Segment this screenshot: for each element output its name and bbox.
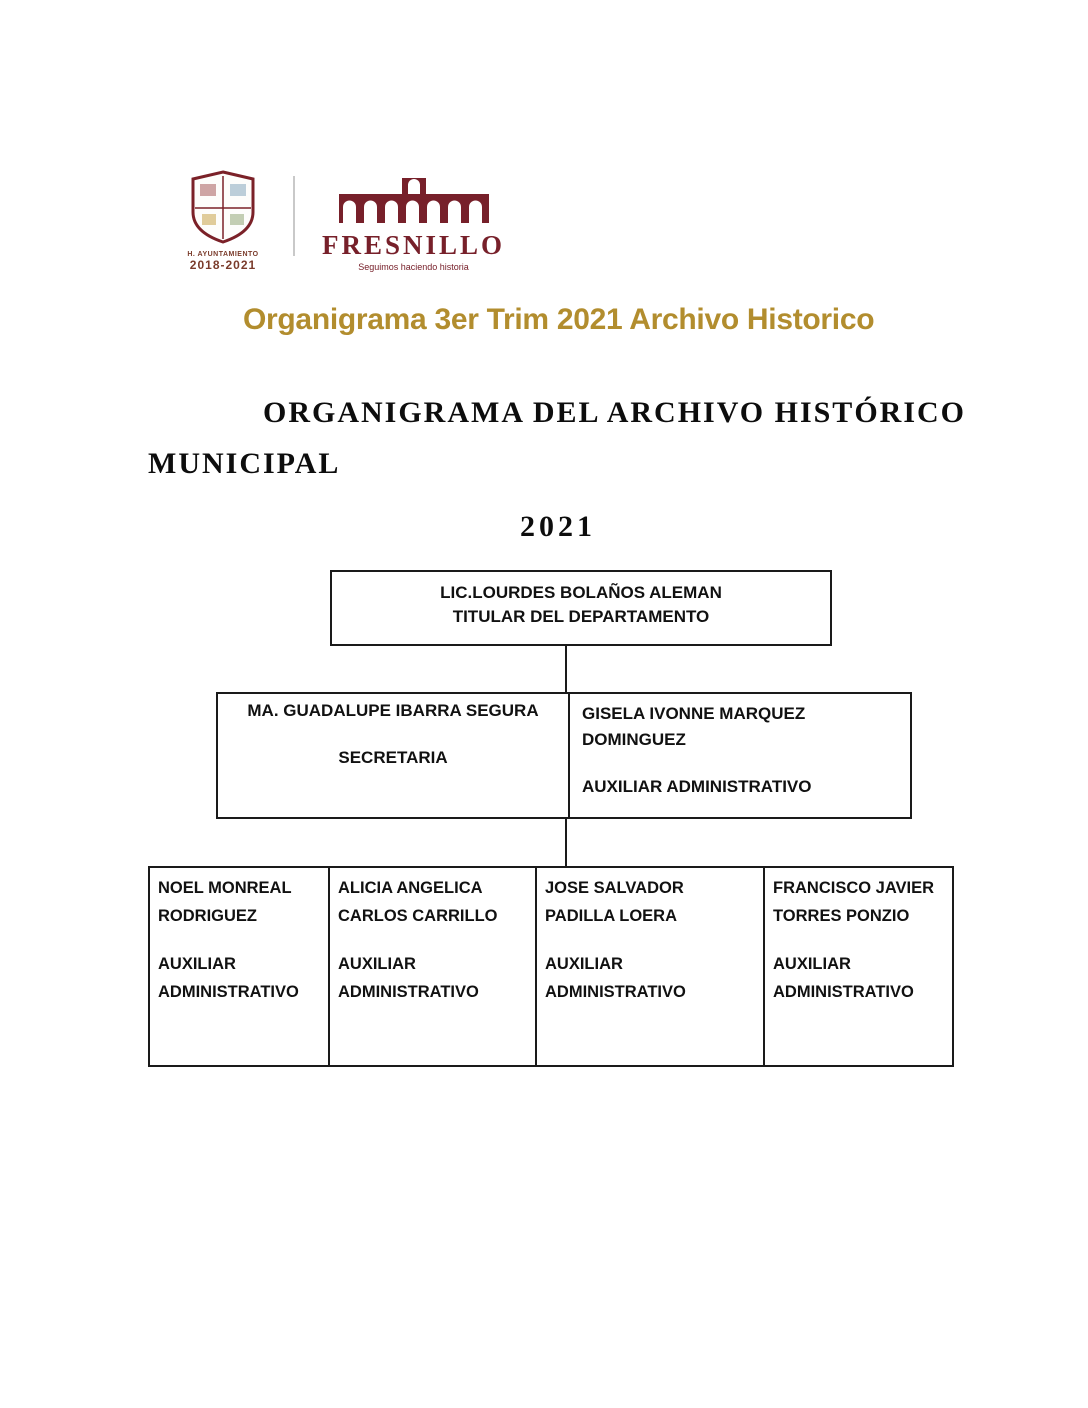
aux-role-line2: ADMINISTRATIVO (338, 983, 479, 1001)
orgchart-cell-aux-admin-4 (765, 868, 952, 1065)
orgchart-cell-secretaria (218, 694, 570, 817)
secretaria-name: MA. GUADALUPE IBARRA SEGURA (247, 701, 539, 720)
aux-name-line1: ALICIA ANGELICA (338, 879, 483, 897)
connector-line-top (565, 646, 567, 692)
heading-line2: MUNICIPAL (148, 447, 341, 480)
spacer (158, 930, 320, 950)
orgchart-box-middle (216, 692, 912, 819)
aux-role-line1: AUXILIAR (338, 955, 416, 973)
orgchart-cell-aux-admin-2 (330, 868, 537, 1065)
titular-name: LIC.LOURDES BOLAÑOS ALEMAN (440, 583, 722, 602)
aux-role-line2: ADMINISTRATIVO (773, 983, 914, 1001)
orgchart-box-titular (330, 570, 832, 646)
secretaria-role: SECRETARIA (338, 748, 448, 767)
ayuntamiento-logo (173, 170, 273, 272)
aux-name-line1: GISELA IVONNE MARQUEZ (582, 704, 806, 723)
orgchart-cell-aux-admin-0 (570, 694, 910, 817)
aux-name-line1: NOEL MONREAL (158, 879, 292, 897)
aux-role: AUXILIAR ADMINISTRATIVO (582, 777, 812, 796)
aux-role-line1: AUXILIAR (545, 955, 623, 973)
logo-divider (293, 176, 295, 256)
aux-name-line2: CARLOS CARRILLO (338, 907, 498, 925)
aux-name-line2: PADILLA LOERA (545, 907, 677, 925)
aux-role-line1: AUXILIAR (773, 955, 851, 973)
fresnillo-logo (316, 176, 511, 272)
orgchart-bottom-row (148, 866, 954, 1067)
spacer (338, 930, 527, 950)
heading-line1: ORGANIGRAMA DEL ARCHIVO HISTÓRICO (263, 396, 966, 429)
ayuntamiento-years: 2018-2021 (189, 258, 257, 272)
aux-role-line2: ADMINISTRATIVO (158, 983, 299, 1001)
aux-role-line2: ADMINISTRATIVO (545, 983, 686, 1001)
aux-name-line2: DOMINGUEZ (582, 730, 686, 749)
orgchart-cell-aux-admin-3 (537, 868, 765, 1065)
aqueduct-icon (338, 211, 490, 228)
orgchart-cell-aux-admin-1 (150, 868, 330, 1065)
page-title: Organigrama 3er Trim 2021 Archivo Historico (243, 303, 875, 336)
heading-year: 2021 (520, 510, 596, 543)
fresnillo-wordmark: FRESNILLO (321, 230, 506, 260)
spacer (545, 930, 755, 950)
aux-role-line1: AUXILIAR (158, 955, 236, 973)
fresnillo-tagline: Seguimos haciendo historia (358, 262, 469, 272)
aux-name-line1: FRANCISCO JAVIER (773, 879, 935, 897)
aux-name-line2: TORRES PONZIO (773, 907, 910, 925)
aux-name-line1: JOSE SALVADOR (545, 879, 684, 897)
connector-line-middle (565, 819, 567, 866)
ayuntamiento-crest-icon (190, 231, 256, 248)
ayuntamiento-caption: H. AYUNTAMIENTO (187, 251, 259, 258)
titular-role: TITULAR DEL DEPARTAMENTO (452, 607, 710, 626)
aux-name-line2: RODRIGUEZ (158, 907, 257, 925)
spacer (773, 930, 944, 950)
